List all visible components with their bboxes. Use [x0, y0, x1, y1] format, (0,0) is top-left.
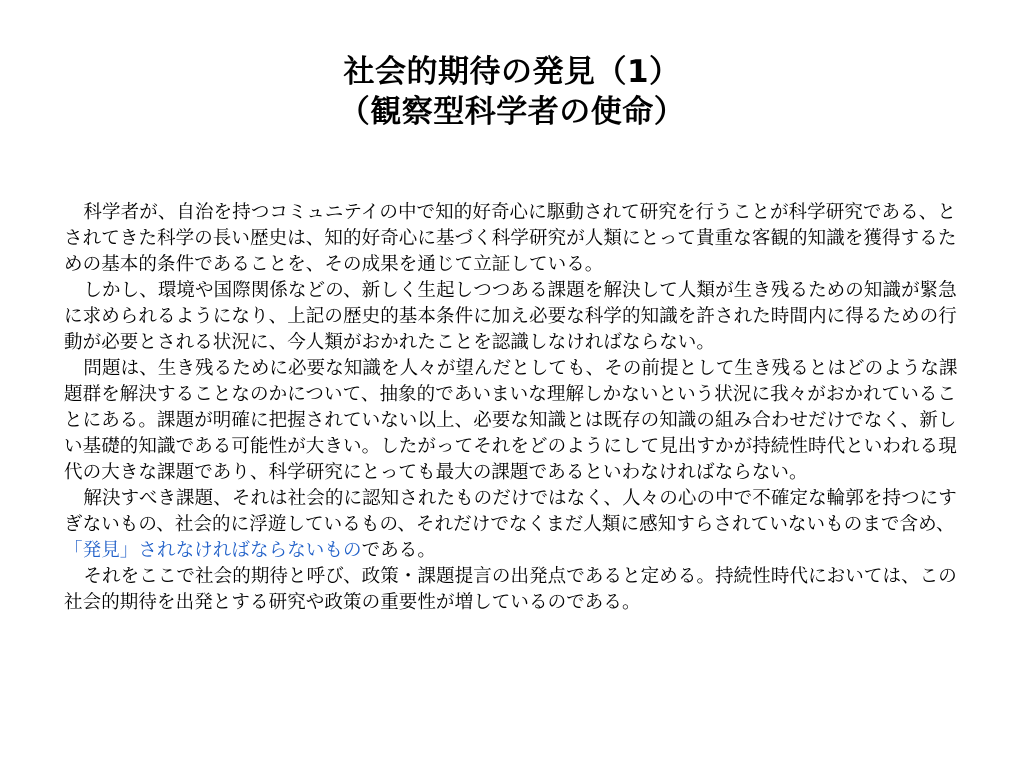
- title-line-1: 社会的期待の発見（1）: [343, 54, 681, 90]
- paragraph-3: 問題は、生き残るために必要な知識を人々が望んだとしても、その前提として生き残るとはどのような課題群を解決することなのかについて、抽象的であいまいな理解しかないという状況に我々がおかれていることにある。課題が明確に把握されていない以上、必要な知識とは既存の知識の組み合わせだけでなく、新しい基礎的知識である可能性が大きい。したがってそれをどのようにして見出すかが持続性時代といわれる現代の大きな課題であり、科学研究にとっても最大の課題であるといわなければならない。: [64, 358, 958, 483]
- slide-body: [64, 200, 964, 616]
- paragraph-4-text-before: 解決すべき課題、それは社会的に認知されたものだけではなく、人々の心の中で不確定な輪郭を持つにすぎないもの、社会的に浮遊しているもの、それだけでなくまだ人類に感知すらされていないものまで含め、: [64, 488, 957, 535]
- paragraph-2: しかし、環境や国際関係などの、新しく生起しつつある課題を解決して人類が生き残るための知識が緊急に求められるようになり、上記の歴史的基本条件に加え必要な科学的知識を許された時間内に得るための行動が必要とされる状況に、今人類がおかれたことを認識しなければならない。: [64, 280, 957, 353]
- slide-title: [0, 52, 1024, 132]
- paragraph-4: [64, 486, 964, 564]
- emphasis-text: 「発見」されなければならないもの: [64, 540, 362, 561]
- paragraph-1: 科学者が、自治を持つコミュニテイの中で知的好奇心に駆動されて研究を行うことが科学研究である、とされてきた科学の長い歴史は、知的好奇心に基づく科学研究が人類にとって貴重な客観的知識を獲得するための基本的条件であることを、その成果を通じて立証している。: [64, 202, 957, 275]
- title-line-2: （観察型科学者の使命）: [338, 94, 686, 130]
- paragraph-5: それをここで社会的期待と呼び、政策・課題提言の出発点であると定める。持続性時代においては、この社会的期待を出発とする研究や政策の重要性が増しているのである。: [64, 566, 957, 613]
- paragraph-4-text-after: である。: [361, 540, 437, 561]
